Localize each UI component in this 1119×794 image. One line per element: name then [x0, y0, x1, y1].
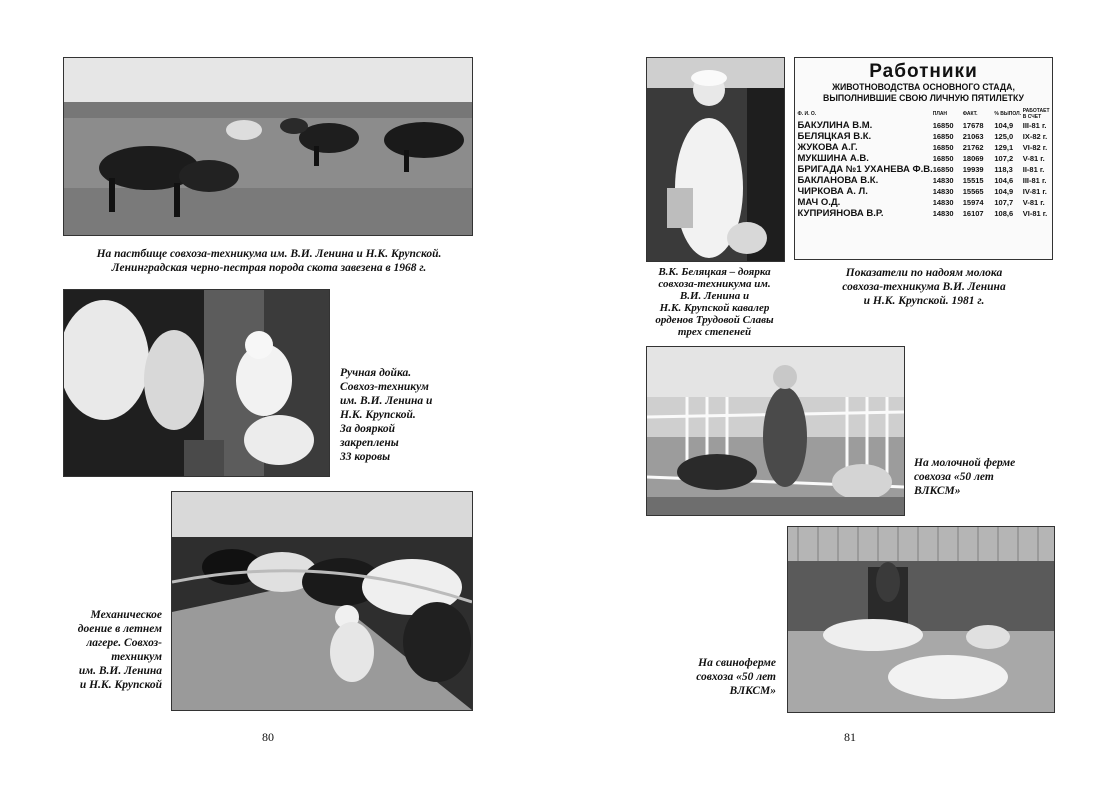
board-cell-value: 17678 — [962, 121, 984, 130]
caption-line: 33 коровы — [340, 451, 391, 463]
caption-line: совхоза «50 лет — [696, 671, 776, 683]
page-number-left: 80 — [262, 730, 274, 744]
board-cell-value: 15565 — [962, 187, 984, 196]
board-header: ПЛАН — [932, 111, 948, 117]
board-header: ФАКТ. — [962, 111, 978, 117]
board-cell-value: III-81 г. — [1022, 121, 1047, 130]
mechanical-milking-caption — [55, 608, 162, 692]
board-row — [798, 153, 1050, 164]
caption-line: ВЛКСМ» — [914, 485, 961, 497]
board-cell-value: 108,6 — [994, 209, 1014, 218]
board-header-row — [798, 108, 1050, 120]
board-cell-value: III-81 г. — [1022, 176, 1047, 185]
milk-yield-board — [794, 57, 1053, 260]
pasture-cows-photo — [63, 57, 473, 236]
board-cell-value: 16850 — [932, 154, 954, 163]
board-cell-name: ЧИРКОВА А. Л. — [797, 186, 868, 197]
pig-farm-caption — [650, 656, 776, 698]
board-row — [798, 197, 1050, 208]
caption-line: Ленинградская черно-пестрая порода скота завезена в 1968 г. — [111, 262, 427, 274]
milkmaid-photo — [646, 57, 785, 262]
board-cell-value: II-81 г. — [1022, 165, 1045, 174]
board-cell-value: VI-82 г. — [1022, 143, 1048, 152]
board-header: Ф. И. О. — [797, 111, 817, 117]
board-cell-name: БАКУЛИНА В.М. — [797, 120, 873, 131]
caption-line: техникум — [111, 651, 162, 663]
caption-line: им. В.И. Ленина — [78, 665, 162, 677]
board-row — [798, 142, 1050, 153]
caption-line: Н.К. Крупской. — [340, 409, 416, 421]
board-header: РАБОТАЕТ В СЧЕТ — [1022, 108, 1050, 120]
caption-line: В.К. Беляцкая – доярка — [658, 266, 771, 278]
board-cell-value: V-81 г. — [1022, 154, 1045, 163]
board-table — [798, 108, 1050, 219]
pasture-caption — [63, 247, 475, 275]
milkmaid-caption — [641, 266, 788, 338]
dairy-farm-photo — [646, 346, 905, 516]
board-cell-name: БЕЛЯЦКАЯ В.К. — [797, 131, 872, 142]
caption-line: ВЛКСМ» — [729, 685, 776, 697]
board-title: Работники — [869, 61, 978, 82]
board-cell-value: 21063 — [962, 132, 984, 141]
board-cell-value: IV-81 г. — [1022, 187, 1047, 196]
caption-line: трех степеней — [677, 326, 752, 338]
caption-line: Показатели по надоям молока — [845, 267, 1003, 279]
caption-line: совхоза-техникума им. — [658, 278, 771, 290]
board-cell-value: 15974 — [962, 198, 984, 207]
board-cell-value: 118,3 — [994, 165, 1013, 174]
board-cell-value: 14830 — [932, 209, 954, 218]
caption-line: совхоза-техникума В.И. Ленина — [842, 281, 1006, 293]
caption-line: Совхоз-техникум — [340, 381, 429, 393]
caption-line: Н.К. Крупской кавалер — [659, 302, 770, 314]
board-cell-value: 16850 — [932, 165, 954, 174]
board-cell-name: МАЧ О.Д. — [797, 197, 841, 208]
caption-line: На пастбище совхоза-техникума им. В.И. Ленина и Н.К. Крупской. — [96, 248, 442, 260]
dairy-farm-caption — [914, 456, 1044, 498]
caption-line: В.И. Ленина и — [679, 290, 750, 302]
caption-line: За дояркой — [340, 423, 395, 435]
page-number-right: 81 — [844, 730, 856, 744]
board-cell-value: 16850 — [932, 121, 954, 130]
board-cell-value: 104,6 — [994, 176, 1014, 185]
board-row — [798, 120, 1050, 131]
caption-line: и Н.К. Крупской — [79, 679, 162, 691]
board-row — [798, 131, 1050, 142]
caption-line: доение в летнем — [77, 623, 162, 635]
board-cell-value: 125,0 — [994, 132, 1014, 141]
pig-farm-photo — [787, 526, 1055, 713]
board-subtitle: ВЫПОЛНИВШИЕ СВОЮ ЛИЧНУЮ ПЯТИЛЕТКУ — [823, 93, 1024, 104]
board-cell-value: 14830 — [932, 187, 954, 196]
board-cell-value: 19939 — [962, 165, 984, 174]
caption-line: лагере. Совхоз- — [86, 637, 162, 649]
board-cell-value: 107,7 — [994, 198, 1014, 207]
board-row — [798, 208, 1050, 219]
caption-line: им. В.И. Ленина и — [340, 395, 433, 407]
caption-line: закреплены — [340, 437, 399, 449]
board-cell-value: IX-82 г. — [1022, 132, 1048, 141]
board-cell-value: V-81 г. — [1022, 198, 1045, 207]
milk-yield-caption — [800, 266, 1048, 308]
caption-line: На свиноферме — [698, 657, 776, 669]
caption-line: совхоза «50 лет — [914, 471, 994, 483]
board-cell-value: 107,2 — [994, 154, 1014, 163]
board-cell-name: БРИГАДА №1 УХАНЕВА Ф.В. — [797, 164, 933, 175]
board-cell-name: БАКЛАНОВА В.К. — [797, 175, 879, 186]
hand-milking-photo — [63, 289, 330, 477]
board-cell-value: 14830 — [932, 176, 954, 185]
board-cell-value: VI-81 г. — [1022, 209, 1048, 218]
caption-line: Ручная дойка. — [340, 367, 412, 379]
caption-line: орденов Трудовой Славы — [655, 314, 774, 326]
board-cell-name: КУПРИЯНОВА В.Р. — [797, 208, 884, 219]
board-cell-value: 16850 — [932, 143, 954, 152]
board-cell-value: 21762 — [962, 143, 984, 152]
caption-line: На молочной ферме — [914, 457, 1016, 469]
hand-milking-caption — [340, 366, 475, 464]
caption-line: и Н.К. Крупской. 1981 г. — [863, 295, 985, 307]
caption-line: Механическое — [90, 609, 162, 621]
board-cell-value: 104,9 — [994, 187, 1014, 196]
board-cell-value: 129,1 — [994, 143, 1014, 152]
mechanical-milking-photo — [171, 491, 473, 711]
board-cell-value: 14830 — [932, 198, 954, 207]
board-cell-value: 15515 — [962, 176, 984, 185]
board-cell-name: МУКШИНА А.В. — [797, 153, 869, 164]
board-row — [798, 164, 1050, 175]
board-cell-value: 18069 — [962, 154, 984, 163]
board-header: % ВЫПОЛ. — [994, 111, 1021, 117]
board-row — [798, 175, 1050, 186]
board-cell-value: 16850 — [932, 132, 954, 141]
board-cell-name: ЖУКОВА А.Г. — [797, 142, 858, 153]
board-subtitle: ЖИВОТНОВОДСТВА ОСНОВНОГО СТАДА, — [832, 82, 1015, 93]
board-row — [798, 186, 1050, 197]
board-cell-value: 16107 — [962, 209, 984, 218]
board-cell-value: 104,9 — [994, 121, 1014, 130]
